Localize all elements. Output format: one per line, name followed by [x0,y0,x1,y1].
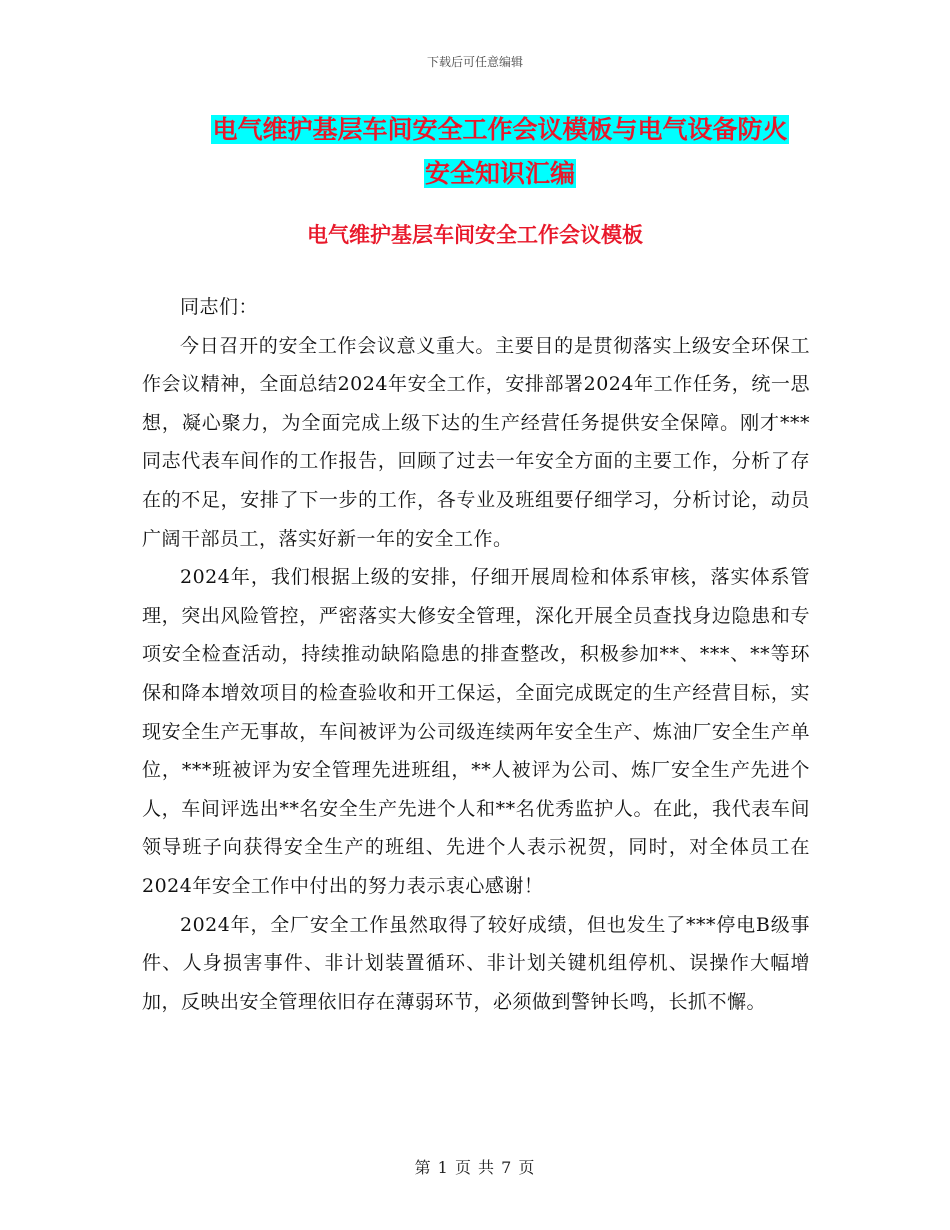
section-title: 电气维护基层车间安全工作会议模板 [307,223,643,247]
document-title-line2: 安全知识汇编 [424,159,575,188]
paragraph-salutation: 同志们： [180,296,259,318]
page-header-note: 下载后可任意编辑 [426,55,523,69]
document-title [140,108,860,196]
paragraph: 2024年，全厂安全工作虽然取得了较好成绩，但也发生了***停电B级事件、人身损害事件、非计划装置循环、非计划关键机组停机、误操作大幅增加，反映出安全管理依旧存在薄弱环节，必须做到警钟长鸣，长抓不懈。 [142,913,810,1013]
document-title-line1: 电气维护基层车间安全工作会议模板与电气设备防火 [212,115,788,144]
page-number: 第 1 页 共 7 页 [414,1158,536,1177]
document-body [142,288,810,1021]
paragraph: 2024年，我们根据上级的安排，仔细开展周检和体系审核，落实体系管理，突出风险管控，严密落实大修安全管理，深化开展全员查找身边隐患和专项安全检查活动，持续推动缺陷隐患的排查整改，积极参加**、***、**等环保和降本增效项目的检查验收和开工保运，全面完成既定的生产经营目标，实现安全生产无事故，车间被评为公司级连续两年安全生产、炼油厂安全生产单位，***班被评为安全管理先进班组，**人被评为公司、炼厂安全生产先进个人，车间评选出**名安全生产先进个人和**名优秀监护人。在此，我代表车间领导班子向获得安全生产的班组、先进个人表示祝贺，同时，对全体员工在2024年安全工作中付出的努力表示衷心感谢！ [142,566,810,897]
paragraph: 今日召开的安全工作会议意义重大。主要目的是贯彻落实上级安全环保工作会议精神，全面总结2024年安全工作，安排部署2024年工作任务，统一思想，凝心聚力，为全面完成上级下达的生产经营任务提供安全保障。刚才***同志代表车间作的工作报告，回顾了过去一年安全方面的主要工作，分析了存在的不足，安排了下一步的工作，各专业及班组要仔细学习，分析讨论，动员广阔干部员工，落实好新一年的安全工作。 [142,334,810,550]
